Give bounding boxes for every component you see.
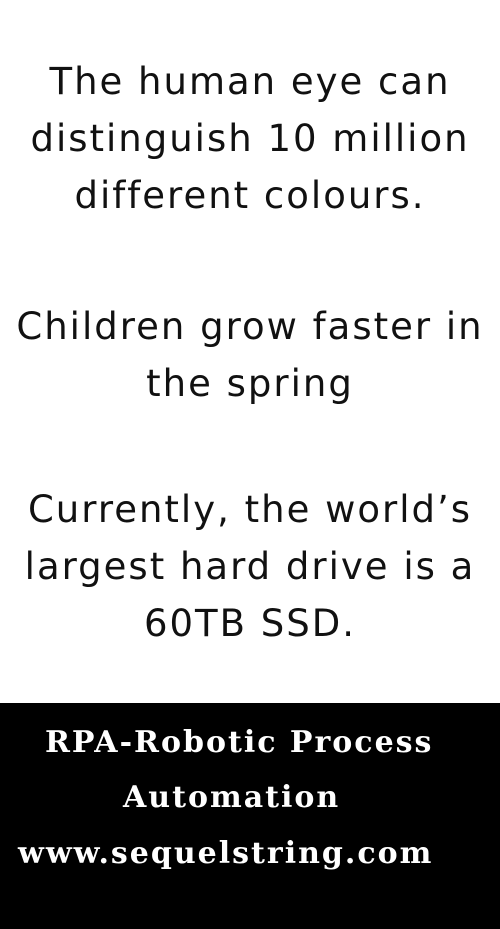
footer-website: www.sequelstring.com [18,836,434,871]
fact-hard-drive: Currently, the world’s largest hard drive is a 60TB SSD. [24,488,476,645]
footer-automation-title: Automation [123,780,341,815]
footer-rpa-title: RPA-Robotic Process [45,725,434,760]
fact-eye-colours: The human eye can distinguish 10 million different colours. [30,60,470,217]
fact-children-growth: Children grow faster in the spring [16,305,484,405]
footer-banner [0,703,500,929]
